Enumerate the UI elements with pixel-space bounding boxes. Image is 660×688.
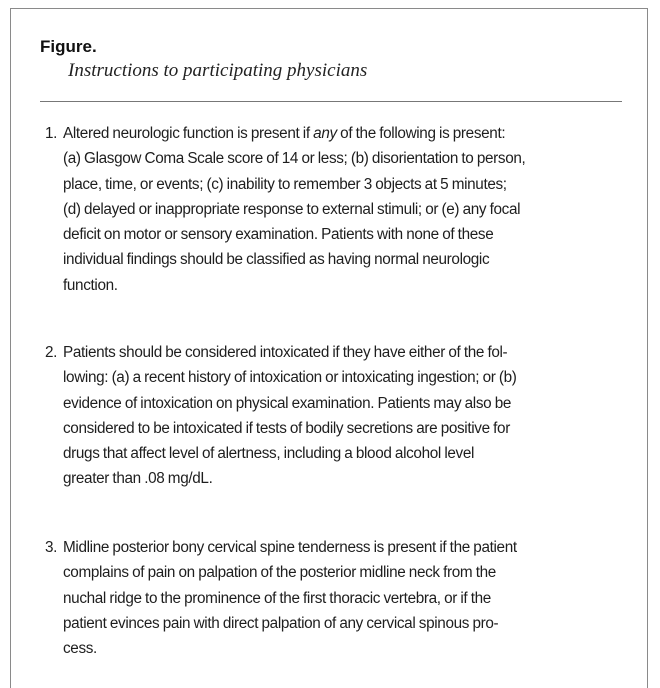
item-first-line [45, 121, 635, 146]
figure-title: Instructions to participating physicians [68, 60, 368, 81]
item-line: deficit on motor or sensory examination. Patients with none of these [63, 226, 494, 244]
item-line: place, time, or events; (c) inability to remember 3 objects at 5 minutes; [63, 175, 507, 193]
item-line: individual findings should be classified as having normal neurologic [63, 251, 490, 269]
item-line: function. [63, 276, 118, 294]
item-number: 2. [45, 344, 58, 361]
item-line: cess. [63, 640, 97, 658]
item-number: 3. [45, 539, 58, 556]
item-first-line: Midline posterior bony cervical spine tenderness is present if the patient [63, 539, 517, 556]
item-line: (d) delayed or inappropriate response to external stimuli; or (e) any focal [63, 200, 521, 218]
item-line: patient evinces pain with direct palpation of any cervical spinous pro- [63, 614, 499, 632]
item-line: greater than .08 mg/dL. [63, 470, 213, 488]
item-first-line: Patients should be considered intoxicated if they have either of the fol- [63, 344, 508, 361]
item-line: evidence of intoxication on physical examination. Patients may also be [63, 394, 512, 412]
item-line: drugs that affect level of alertness, including a blood alcohol level [63, 445, 475, 463]
list-item [45, 121, 635, 298]
list-item [45, 340, 635, 492]
item-text: Altered neurologic function is present if [63, 125, 314, 142]
item-line: complains of pain on palpation of the posterior midline neck from the [63, 564, 496, 582]
item-line: lowing: (a) a recent history of intoxication or intoxicating ingestion; or (b) [63, 369, 517, 387]
item-line: considered to be intoxicated if tests of bodily secretions are positive for [63, 419, 510, 437]
item-line: (a) Glasgow Coma Scale score of 14 or less; (b) disorientation to person, [63, 150, 526, 168]
item-number: 1. [45, 125, 58, 142]
divider [40, 101, 622, 102]
item-emphasis: any [313, 125, 337, 142]
list-item [45, 535, 635, 661]
figure-label: Figure. [40, 37, 97, 56]
item-text: of the following is present: [336, 125, 506, 142]
item-line: nuchal ridge to the prominence of the first thoracic vertebra, or if the [63, 589, 491, 607]
